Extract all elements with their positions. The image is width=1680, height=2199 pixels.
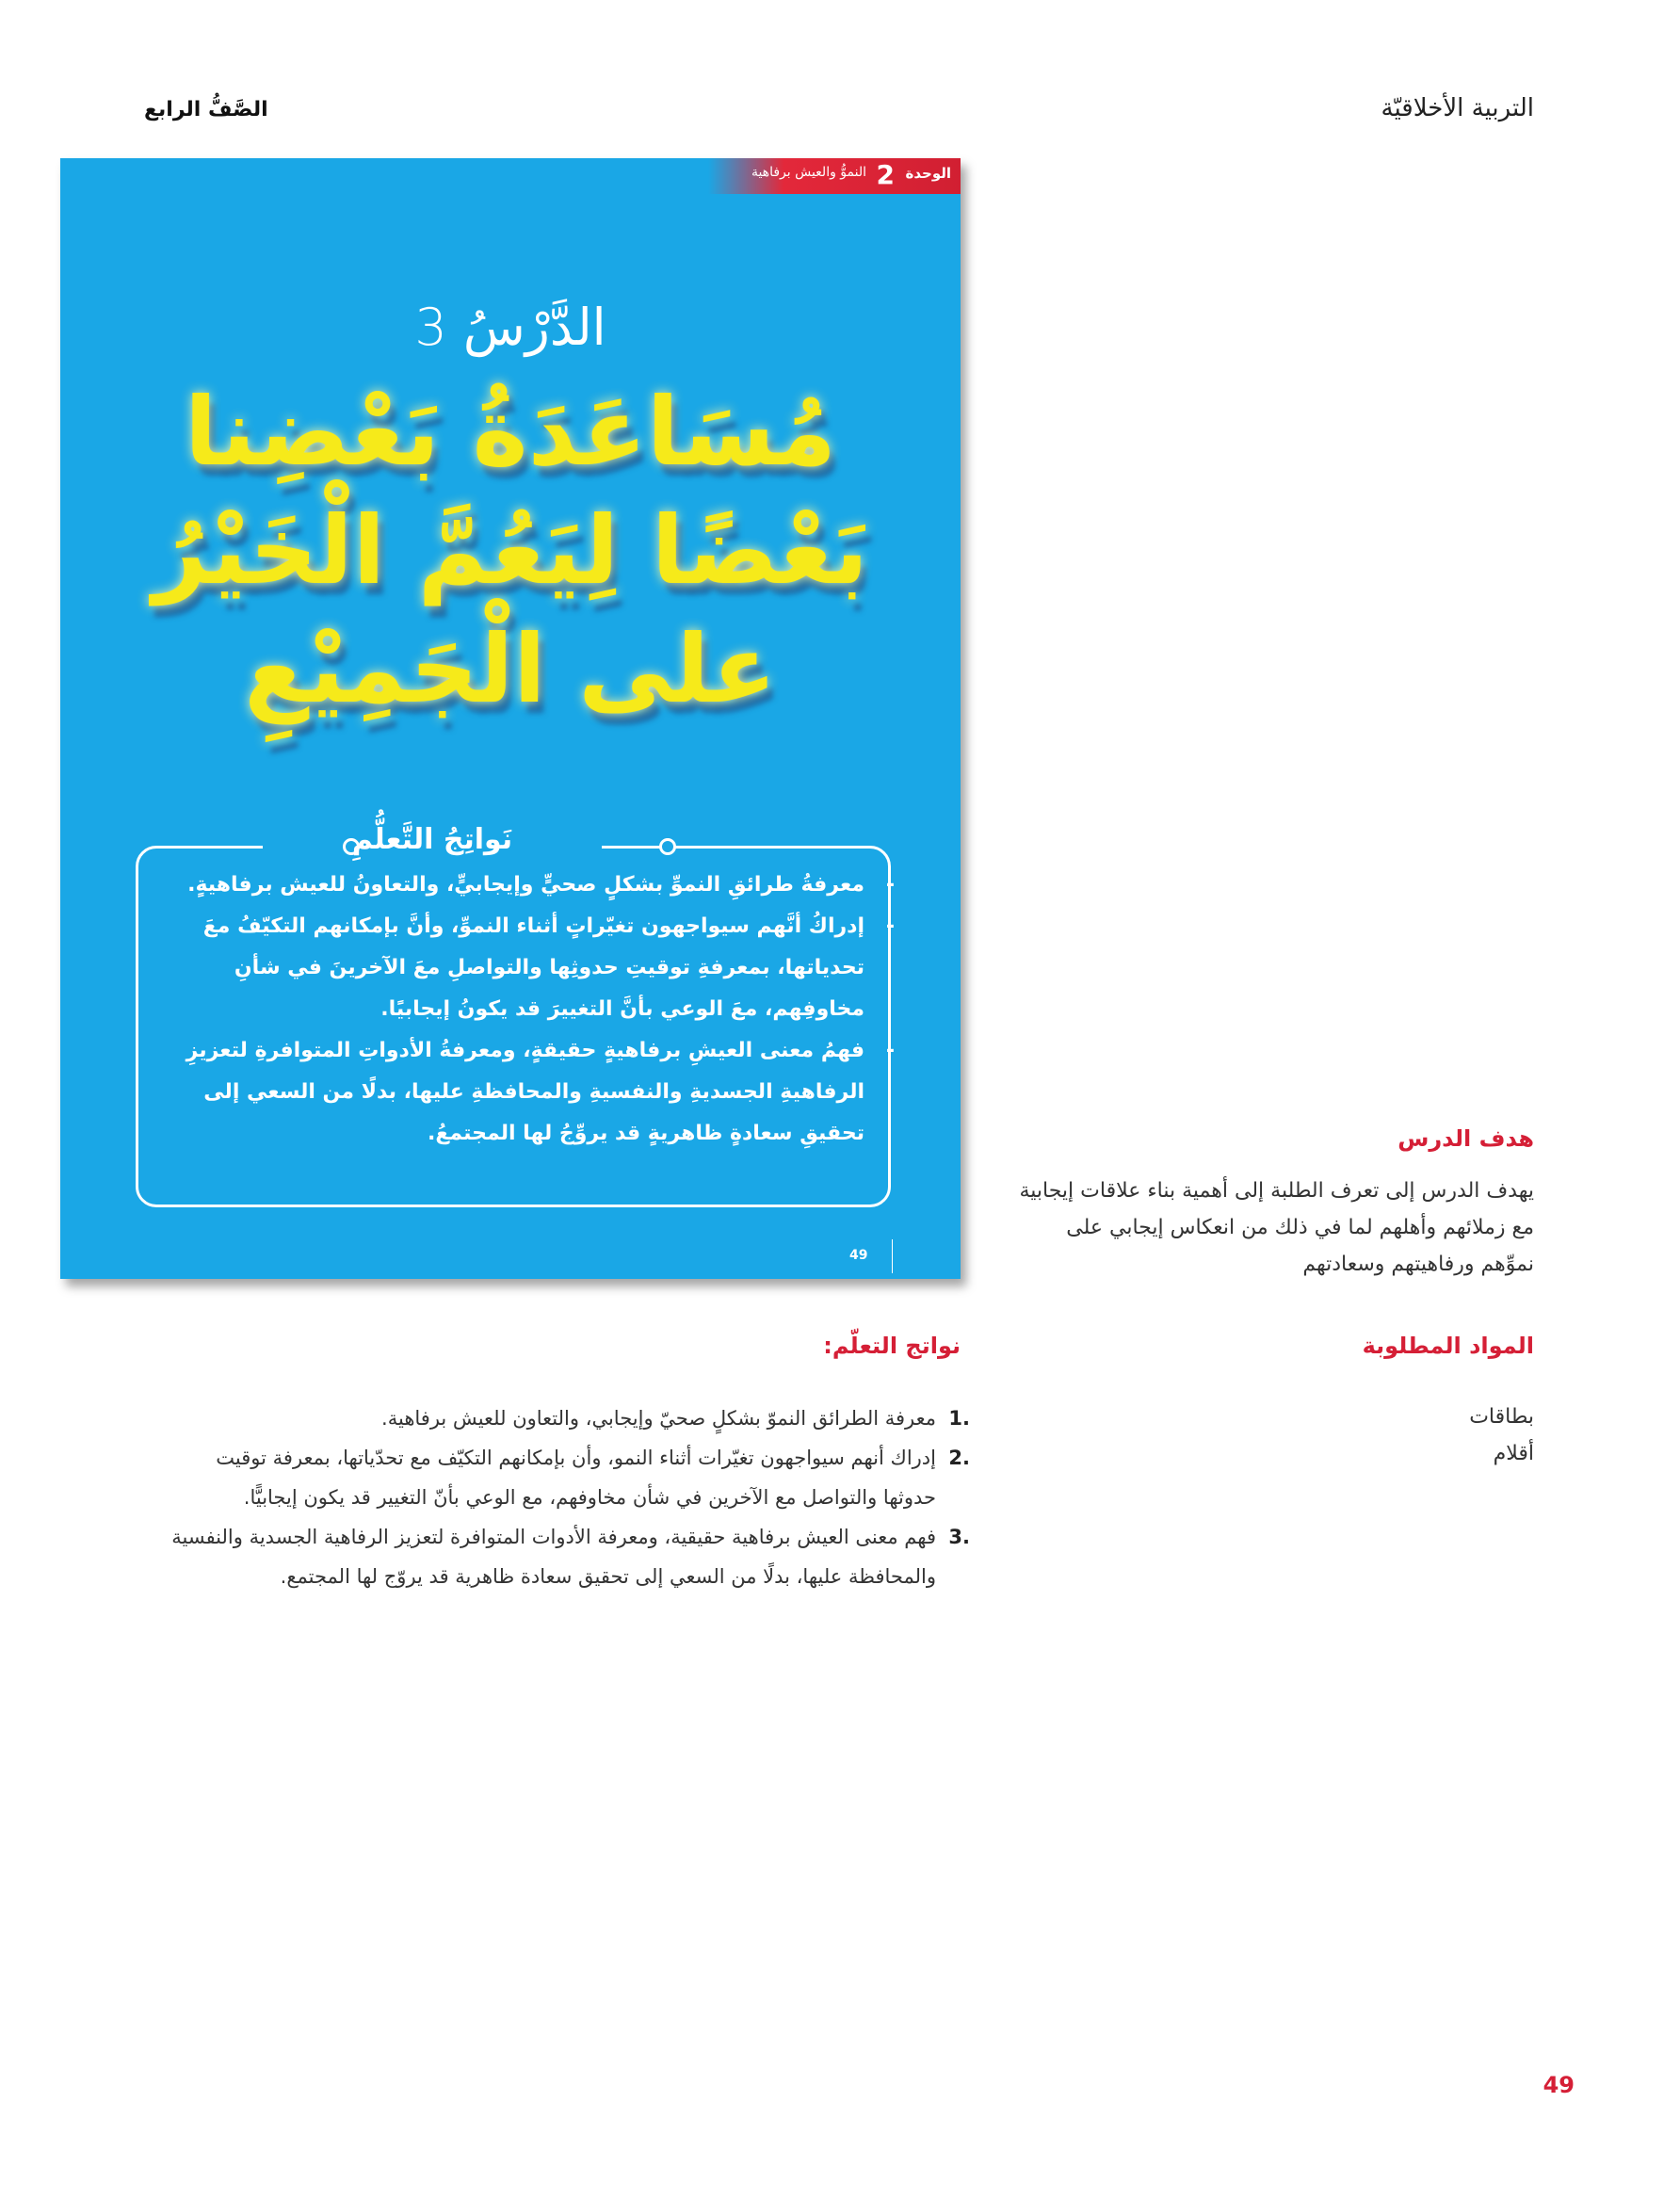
subject-title: التربية الأخلاقيّة bbox=[1381, 94, 1534, 122]
frame-ornament-dot bbox=[659, 838, 676, 855]
outcomes-list bbox=[162, 865, 912, 1155]
outcome-number: 1. bbox=[948, 1407, 970, 1430]
goal-text: يهدف الدرس إلى تعرف الطلبة إلى أهمية بناء علاقات إيجابية مع زملائهم وأهلهم لما في ذلك من انعكاس إيجابي على نموِّهم ورفاهيتهم وسعادتهم bbox=[1019, 1179, 1534, 1276]
unit-number: 2 bbox=[876, 159, 895, 190]
learning-outcomes-list bbox=[170, 1399, 970, 1596]
learning-outcome-item bbox=[170, 1517, 970, 1596]
lesson-title-line: بَعْضًا لِيَعُمَّ الْخَيْرُ bbox=[153, 495, 868, 606]
outcome-item: - معرفةُ طرائقِ النموِّ بشكلٍ صحيٍّ وإيجابيٍّ، والتعاونُ للعيش برفاهيةٍ. bbox=[162, 865, 912, 906]
outcome-number: 3. bbox=[948, 1526, 970, 1548]
learning-outcomes-heading: نواتج التعلّم: bbox=[823, 1333, 961, 1359]
lesson-title-line: على الْجَمِيْعِ bbox=[244, 614, 777, 724]
lesson-title-line: مُسَاعَدَةُ بَعْضِنا bbox=[184, 377, 837, 487]
unit-banner bbox=[708, 158, 961, 194]
outcome-item: - فهمُ معنى العيشِ برفاهيةٍ حقيقةٍ، ومعرفةُ الأدواتِ المتوافرةِ لتعزيزِ الرفاهيةِ الجسديةِ والنفسيةِ والمحافظةِ عليها، بدلًا من السعي إلى تحقيقِ سعادةٍ ظاهريةٍ قد يروِّجُ لها المجتمعُ. bbox=[162, 1030, 912, 1155]
learning-outcome-item bbox=[170, 1438, 970, 1517]
outcome-item: - إدراكُ أنَّهم سيواجهون تغيّراتٍ أثناء النموِّ، وأنَّ بإمكانهم التكيّفُ معَ تحدياتها، بمعرفةِ توقيتِ حدوثِها والتواصلِ معَ الآخرينَ في شأنِ مخاوفِهم، معَ الوعي بأنَّ التغييرَ قد يكونُ إيجابيًا. bbox=[162, 906, 912, 1030]
material-item: أقلام bbox=[1493, 1442, 1534, 1465]
student-page-preview bbox=[60, 158, 961, 1279]
preview-page-number: 49 bbox=[849, 1248, 868, 1263]
divider bbox=[892, 1239, 893, 1273]
materials-heading: المواد المطلوبة bbox=[1362, 1333, 1534, 1359]
outcome-text: معرفة الطرائق النموّ بشكلٍ صحيّ وإيجابي، والتعاون للعيش برفاهية. bbox=[381, 1407, 936, 1430]
unit-title: النموُّ والعيش برفاهية bbox=[751, 165, 866, 180]
outcome-text: فهم معنى العيش برفاهية حقيقية، ومعرفة الأدوات المتوافرة لتعزيز الرفاهية الجسدية والنفسية والمحافظة عليها، بدلًا من السعي إلى تحقيق سعادة ظاهرية قد يروّج لها المجتمع. bbox=[171, 1526, 936, 1588]
learning-outcome-item bbox=[170, 1399, 970, 1438]
material-item: بطاقات bbox=[1469, 1405, 1534, 1429]
lesson-number: الدَّرْسُ 3 bbox=[414, 298, 606, 357]
goal-heading: هدف الدرس bbox=[1397, 1125, 1534, 1152]
page-number: 49 bbox=[1543, 2072, 1575, 2098]
unit-label: الوحدة bbox=[905, 165, 951, 182]
outcome-text: إدراك أنهم سيواجهون تغيّرات أثناء النمو، وأن بإمكانهم التكيّف مع تحدّياتها، بمعرفة توقيت حدوثها والتواصل مع الآخرين في شأن مخاوفهم، مع الوعي بأنّ التغيير قد يكون إيجابيًّا. bbox=[216, 1447, 936, 1509]
grade-label: الصَّفُّ الرابع bbox=[144, 98, 268, 121]
materials-list bbox=[1469, 1399, 1534, 1472]
outcomes-heading: نَواتِجُ التَّعلُّمِ bbox=[351, 823, 513, 856]
outcome-number: 2. bbox=[948, 1447, 970, 1469]
